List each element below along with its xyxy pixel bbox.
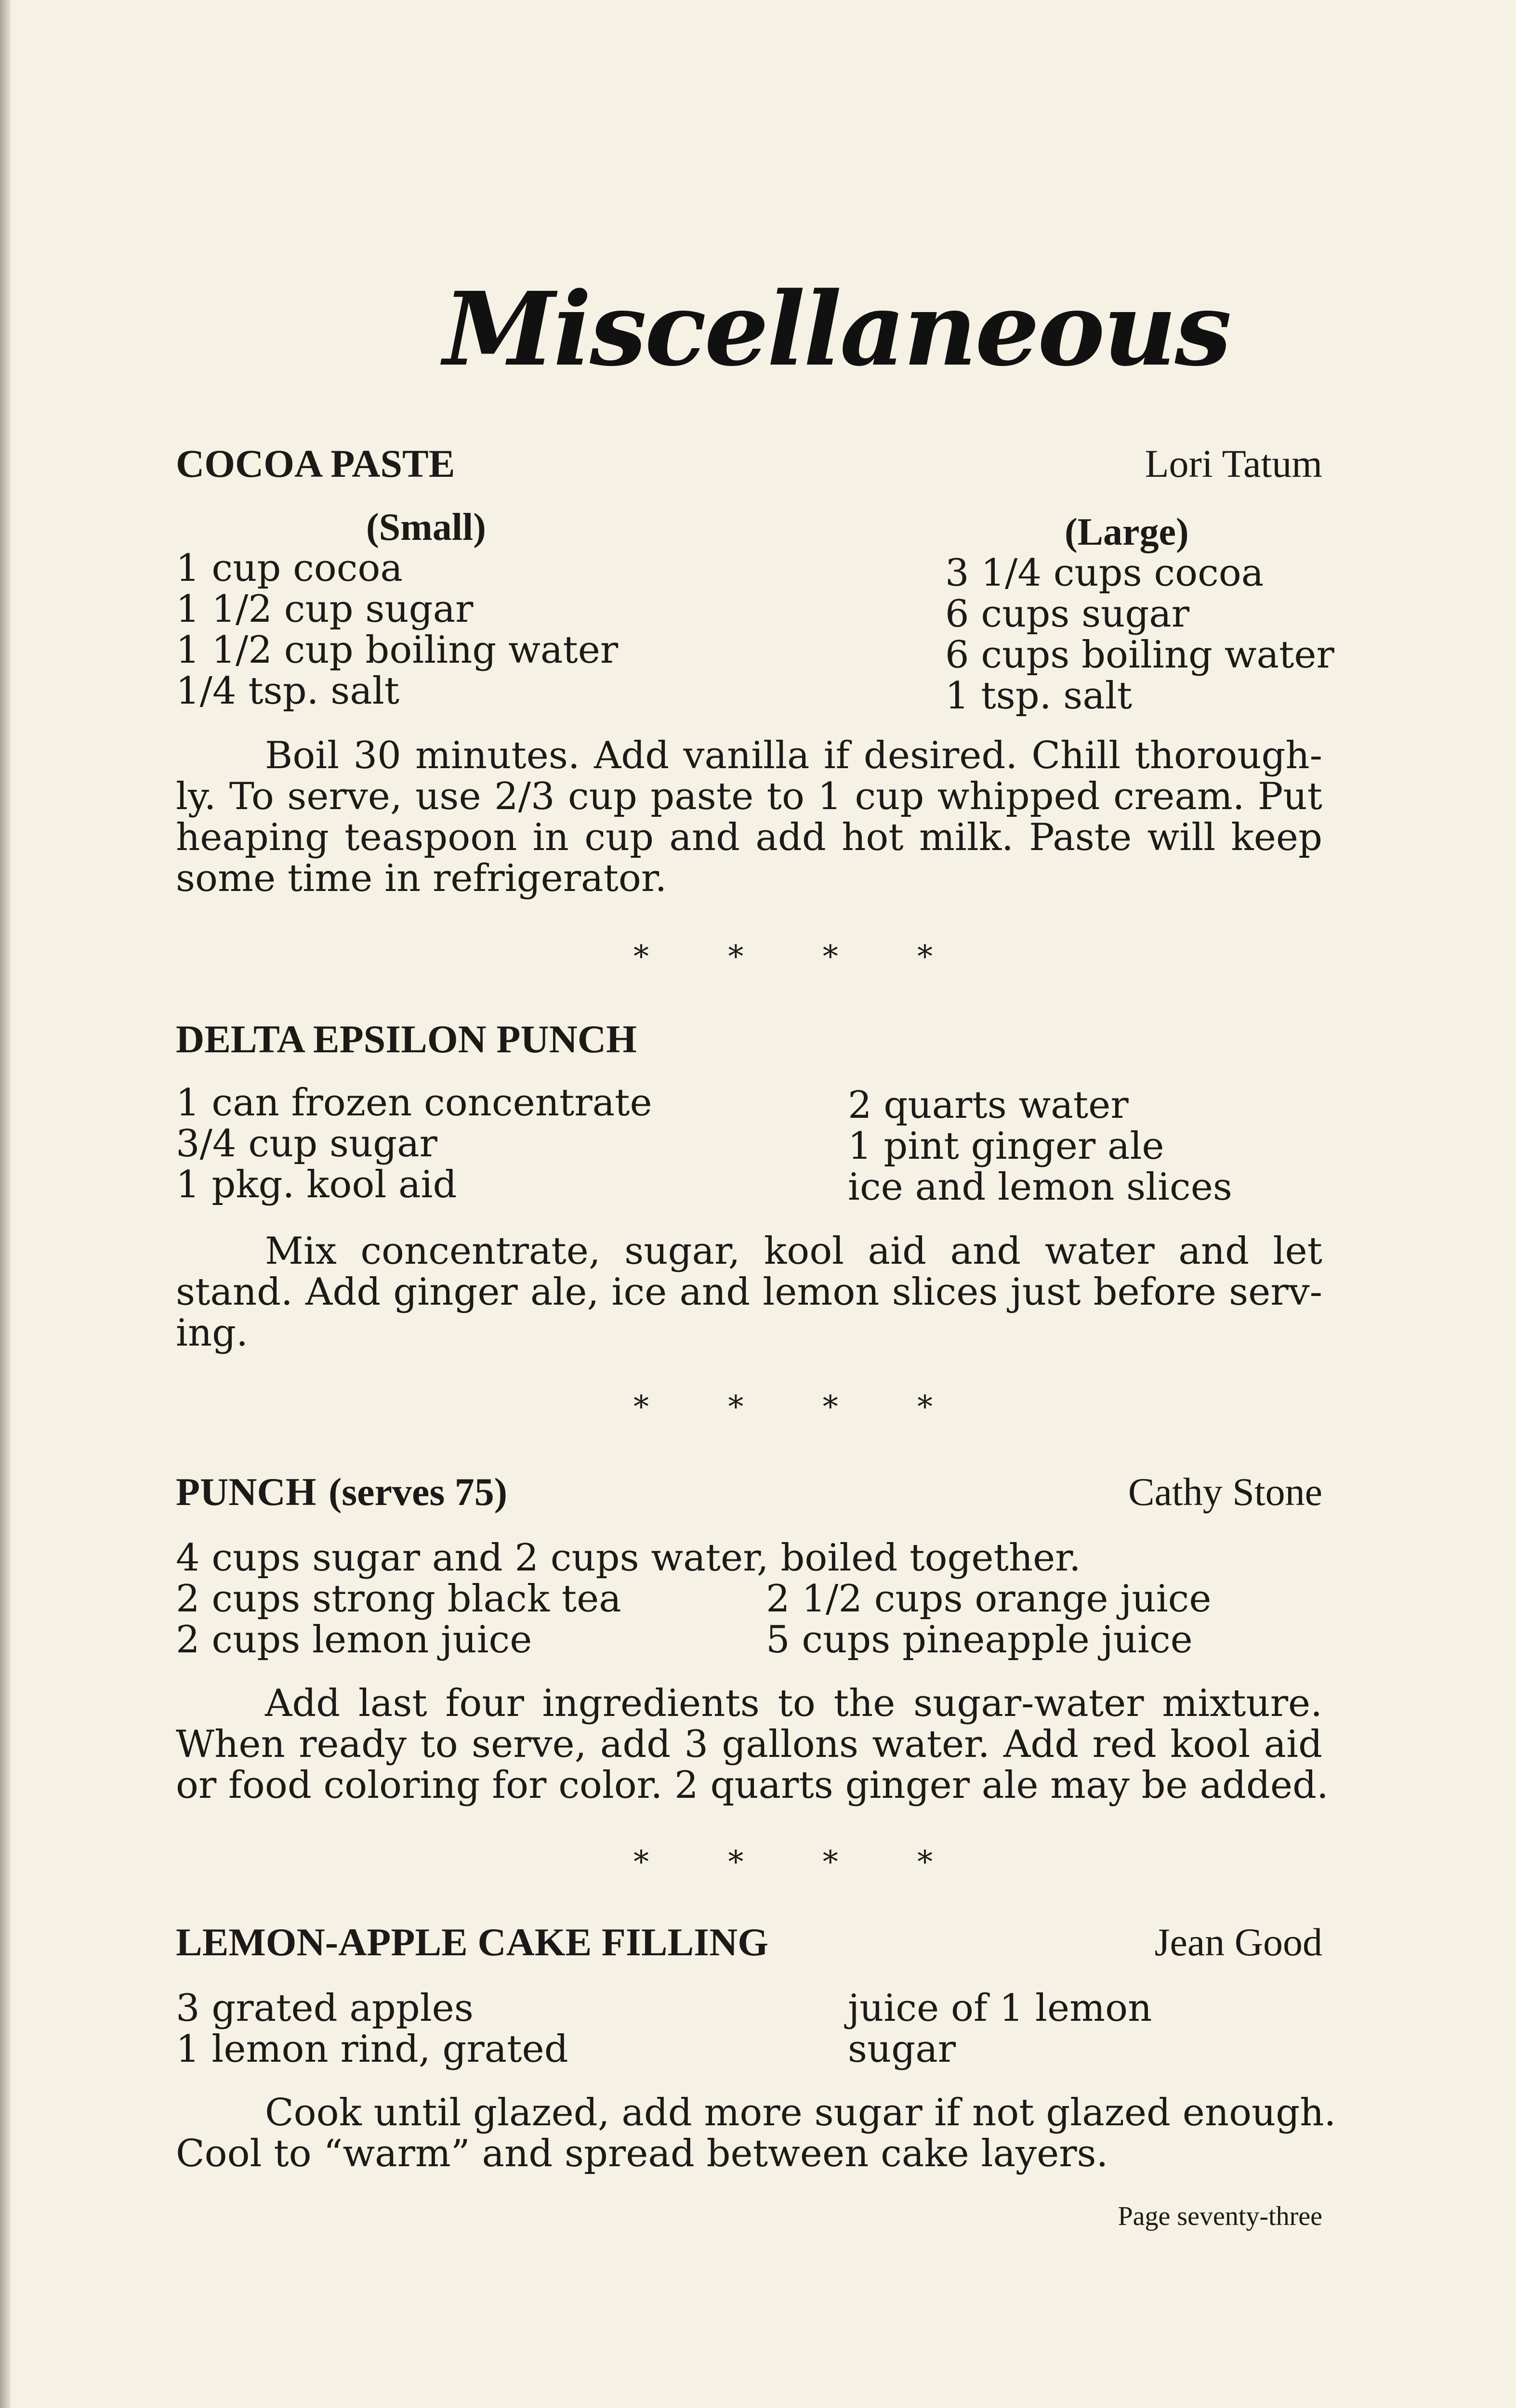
directions-line: stand. Add ginger ale, ice and lemon slices just before serv- [176, 1270, 1322, 1314]
ingredient: 1 cup cocoa [176, 547, 403, 590]
directions-line: Cook until glazed, add more sugar if not glazed enough. [265, 2091, 1336, 2134]
ingredient: juice of 1 lemon [848, 1987, 1152, 2030]
recipe-header [176, 443, 1322, 484]
recipe-author: Jean Good [1154, 1920, 1322, 1964]
recipe-directions [176, 735, 1322, 899]
directions-line: heaping teaspoon in cup and add hot milk. Paste will keep [176, 816, 1322, 859]
ingredient: 1 lemon rind, grated [176, 2028, 568, 2071]
directions-line: Boil 30 minutes. Add vanilla if desired. Chill thorough- [265, 734, 1322, 777]
recipe-author: Lori Tatum [1145, 442, 1322, 485]
ingredient: 2 cups lemon juice [176, 1618, 532, 1662]
page-title: Miscellaneous [443, 270, 1230, 389]
ingredient: 1 1/2 cup sugar [176, 588, 474, 631]
directions-line: ly. To serve, use 2/3 cup paste to 1 cup whipped cream. Put [176, 775, 1322, 818]
ingredient: 5 cups pineapple juice [766, 1618, 1193, 1662]
ingredient: 1 tsp. salt [945, 674, 1133, 718]
recipe-title: PUNCH [176, 1470, 316, 1514]
ingredient: 3 grated apples [176, 1987, 474, 2030]
recipe-directions [176, 1231, 1322, 1354]
ingredient: 2 cups strong black tea [176, 1577, 621, 1621]
ingredient: 1 pint ginger ale [848, 1125, 1164, 1168]
recipe-title: COCOA PASTE [176, 442, 455, 485]
recipe-serves: (serves 75) [328, 1470, 508, 1514]
directions-line: ing. [176, 1311, 248, 1355]
ingredient: 1 pkg. kool aid [176, 1163, 457, 1206]
small-batch-heading: (Small) [366, 506, 486, 549]
recipe-header [176, 1922, 1322, 1963]
ingredient: 1/4 tsp. salt [176, 669, 400, 713]
ingredient: ice and lemon slices [848, 1165, 1232, 1209]
ingredient: 2 1/2 cups orange juice [766, 1577, 1212, 1621]
recipe-author: Cathy Stone [1128, 1470, 1322, 1514]
directions-line: Cool to “warm” and spread between cake layers. [176, 2132, 1108, 2175]
ingredient: 2 quarts water [848, 1084, 1129, 1127]
ingredient: 4 cups sugar and 2 cups water, boiled together. [176, 1536, 1081, 1580]
recipe-header [176, 1471, 1322, 1513]
large-batch-heading: (Large) [1065, 511, 1189, 553]
ingredient: 3/4 cup sugar [176, 1122, 437, 1165]
section-separator: * * * * [633, 1845, 968, 1880]
ingredient: sugar [848, 2028, 956, 2071]
recipe-directions [176, 1682, 1329, 1807]
recipe-header [176, 1019, 1322, 1060]
recipe-title: DELTA EPSILON PUNCH [176, 1017, 637, 1061]
page-number: Page seventy-three [1118, 2201, 1322, 2231]
ingredient: 1 1/2 cup boiling water [176, 628, 619, 672]
directions-line: some time in refrigerator. [176, 857, 667, 900]
recipe-title: LEMON-APPLE CAKE FILLING [176, 1920, 769, 1964]
directions-line: When ready to serve, add 3 gallons water. Add red kool aid [176, 1723, 1322, 1766]
ingredient: 3 1/4 cups cocoa [945, 551, 1264, 595]
ingredient: 6 cups sugar [945, 592, 1190, 636]
section-separator: * * * * [633, 1389, 968, 1425]
ingredient: 1 can frozen concentrate [176, 1081, 652, 1125]
directions-line: or food coloring for color. 2 quarts ginger ale may be added. [176, 1764, 1329, 1807]
section-separator: * * * * [633, 939, 968, 975]
page-edge-shadow [0, 0, 11, 2408]
recipe-directions [176, 2091, 1336, 2175]
directions-line: Add last four ingredients to the sugar-water mixture. [265, 1682, 1322, 1725]
ingredient: 6 cups boiling water [945, 633, 1334, 677]
directions-line: Mix concentrate, sugar, kool aid and water and let [265, 1230, 1322, 1273]
